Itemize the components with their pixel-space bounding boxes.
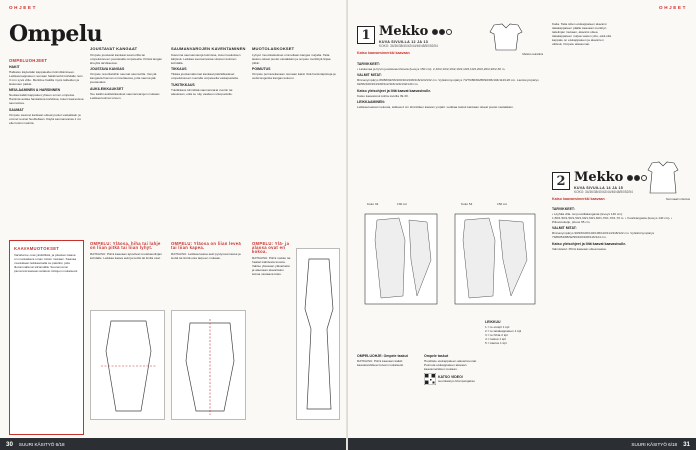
col2-text-3: Tee kaikki aukileikkaukset saumanvarojen mukaan. Leikkaa kulmat vinoon. — [90, 91, 161, 100]
qr-code-icon[interactable] — [424, 373, 436, 385]
entry2-code: KOKO: 34/36/38/40/42/44/46/48/50/52/54 — [574, 190, 633, 194]
right-footer — [348, 438, 696, 450]
qr-label: KATSO VIDEO! — [438, 375, 464, 380]
bottom-t2: RATKAISU: Piirrä kaavaan kaikki kaavatarvikkeet kuvan mukaisesti. — [357, 358, 404, 367]
cutting-list — [485, 318, 545, 345]
col3-sub-3: TUKITIKKAUS — [171, 82, 195, 87]
tip-3 — [252, 240, 292, 278]
mid-column-text: Kaita. Taita sitten etukappaleen alavarsi takakappaleen päälle kaavaan merkityn taitelinjan mukaan, alavarsi oikea takakappaleen nurjaa vasten ylös, eikä sitä kappale on etukappaleen ja alavarren välissä. Ompele alasaumat. — [552, 22, 611, 47]
col1-text-1: Halkaisu käytetään kappaleiden kiinnittämiseen. Leikkaa kappaleen reunaan hakkimerkit kohdalle noin 3 mm syvä viilto. Merkitse hakilla myös taitteiden ja laskosten paikat. — [9, 69, 83, 86]
box-heading: KAAVAMUOTOKSET — [14, 246, 60, 251]
pattern-adjustments-box — [9, 240, 84, 435]
col1-heading: OMPELUOHJEET — [9, 58, 48, 63]
cutting-item: 2 = te takakappaleen 1 kpl — [485, 328, 522, 333]
column-4 — [252, 45, 337, 83]
entry2-h1: TARVIKKEET: — [552, 206, 575, 211]
col2-text-1: Ompele joustavat kankaat saumurilla tai ompelukoneen joustavalla ompeleella. Kiristä langan kireyttä tarvittaessa. — [90, 52, 163, 65]
entry1-t4: Leikkaa kaavat mekosta, leikkaa 2 cm kiinnittäen kaavan ympäri. Leikkaa taskut kankaan oikeat puolet vastakkain. — [357, 105, 514, 110]
entry1-code: KOKO: 34/36/38/40/42/44/46/48/50/52/54 — [379, 44, 438, 48]
entry2-title: Mekko — [574, 169, 624, 185]
col1-text-2: Neulaa kaikki kappaleet yhteen ennen ompelua. Harsinta auttaa hankalissa kohdissa, kuten kaarevissa saumoissa. — [9, 93, 84, 106]
entry1-h3: Katso yleisohjeet ja liitä kaavat kaavasivulle. — [357, 88, 432, 93]
col2-sub-2: JOUSTAVA KANGAS — [90, 67, 125, 72]
entry1-header — [357, 22, 452, 48]
entry1-t1: • Laskevaa ja hyvin joustavaa trikoota (leveys 150 cm): 2,10/2,10/2,10/2,10/2,10/2,10/2,20/2,20/2,20/2,30 m. — [357, 66, 506, 71]
entry1-dot — [439, 29, 445, 35]
left-page-number: 30 — [6, 440, 13, 448]
measure-c: Koko 54 — [461, 202, 473, 206]
col3-sub-2: TIKKAUS — [171, 67, 187, 72]
cutting-item: 4 = taskut 1 kpl — [485, 336, 506, 341]
entry1-link[interactable]: Katso kaavaesimerkki kaavaan — [357, 51, 410, 55]
tip1-diagram — [90, 310, 165, 420]
col1-text-3: Ompele saumat kankaan oikeat puolet vastakkain ja ommel reunat huolitellaan. Käytä saumanvaraa 1 cm ellei toisin mainita. — [9, 112, 82, 125]
cutting-item: 5 = kaulus 1 kpl — [485, 340, 507, 345]
bottom-t1: Huolittele etukappaleen alavarnreunat. Poimuta etukappaleen alavaan kaavamerkkien mukaan. — [424, 358, 477, 371]
entry1-t3: Katso kaavasivut kohta sivuilla 39-30. — [357, 93, 409, 98]
section-label: OHJEET — [9, 5, 37, 10]
col4-sub-2: POIMUTUS — [252, 67, 271, 72]
entry2-header — [552, 168, 647, 194]
entry2-subtitle: KUVA SIVUILLA 14 JA 15 — [574, 186, 624, 190]
cutting-heading: LEIKKUU — [485, 319, 501, 324]
col1-sub-2: NEULAAMINEN & HARSINNEN — [9, 88, 61, 93]
col3-text-3: Tukitikkaus kiinnittää saumanvarat vuoriin tai alavaraan, eikä se näy vaatteen ulkopuolelle. — [171, 87, 233, 96]
entry1-number: 1 — [357, 26, 375, 44]
entry2-t2: Rinnanympärys 90/93/100/104/106/110/114/118/122 cm. Vyötärönympärys 79/80/84/88/92/96/100/108/116/124 cm. — [552, 231, 655, 240]
entry2-caption: Normaali mitoitus — [666, 197, 690, 201]
entry2-h3: Katso yleisohjeet ja liitä kaavat kaavasivulle. — [552, 241, 627, 246]
entry1-h2: VALMIT MITAT: — [357, 73, 382, 78]
box-text: Vartalonne ovat yksilöllisiä, ja jokaisen kaava on muokattava oman mitoin mukaan. Kaavaa muokataan leikkaamalla se paloiksi, joita tilotonmalla tai siirtamällä. Suurenna tai pienennä kaavaa vartalosi mittojen mukaisesti. — [14, 252, 78, 273]
tip2-text: RATKAISU: Leikkaa kaava auki pystysuunnassa ja levitä tai limitä osia tarpeen mukaan. — [171, 251, 241, 260]
entry2-t3: Valmistelut: Piirrä kaavaan oikea kaava. — [552, 246, 607, 251]
column-2 — [90, 45, 165, 102]
entry1-h1: TARVIKKEET: — [357, 61, 380, 66]
measure-b: 130 cm — [397, 202, 408, 206]
left-page-footer-text: SUURI KÄSITYÖ 6/18 — [18, 441, 65, 447]
tip-2 — [171, 240, 246, 262]
mid-column — [552, 22, 612, 49]
tip1-text: RATKAISU: Piirrä kaavaan apuviivat muokkauslinjan kohdalle. Leikkaa kaava auki ja levitä tai limitä osat. — [90, 251, 162, 260]
bottom-h2: Ompele taskut — [424, 353, 449, 358]
bottom-h1: OMPELUOHJE: Ompele taskut — [357, 353, 408, 358]
tip1-heading: OMPELU: Yläosa, hiha tai lahje on liian pitkä tai liian lyhyt. — [90, 241, 161, 251]
entry2-h2: VALMIT MITAT: — [552, 226, 577, 231]
entry1-dot — [432, 29, 438, 35]
tip3-heading: OMPELU: Ylä- ja alaosa ovat eri kokoa. — [252, 241, 290, 255]
entry2-dot — [627, 175, 633, 181]
entry2-t1: • Löyhää villa- tai puuvillakangasta (leveys 140 cm): 1,50/1,50/1,50/1,50/1,60/1,60/1,60/1,70/1,70/1,70 m. • Vuorikangasta (leveys 140 cm). • Piilovetoketju, pituus 55 cm. — [552, 211, 673, 224]
bottom-col-2 — [424, 352, 482, 385]
entry2-body — [552, 205, 688, 253]
col2-sub-3: AUKILEIKKAUKSET — [90, 86, 124, 91]
tip3-diagram — [296, 248, 340, 420]
measure-a: Koko 34 — [367, 202, 379, 206]
entry2-number: 2 — [552, 172, 570, 190]
col3-text-2: Tikkaa joustamattomat kankaat pääntiikaukset ompelukoneen suoralla ompeleella vastapuolelta. — [171, 72, 239, 81]
col4-text-2: Ompele poimutettavaan reunaan kaksi riviä harsintapistoja ja vedä langoista kangas kokoon. — [252, 72, 336, 81]
entry1-subtitle: KUVA SIVUILLA 12 JA 13 — [379, 40, 429, 44]
col4-heading: MUOTOLASKOKSET — [252, 46, 295, 51]
section-label-right: OHJEET — [659, 5, 687, 10]
entry1-flat-drawing — [478, 22, 538, 52]
pattern-layout-diagram — [357, 200, 542, 310]
page-title: Ompelu — [9, 21, 103, 47]
tip2-heading: OMPELU: Yläosa on liian leveä tai liian kapea. — [171, 241, 242, 251]
measure-d: 150 cm — [497, 202, 508, 206]
entry1-t2: Rinnanympärys 86/88/92/96/100/104/108/116/124/132 cm. Vyötärönympärys 74/76/80/84/88/92/96/104/112/120 cm. Lantionympärys 92/96/100/104/108/112/116/124/132/140 cm. — [357, 78, 539, 87]
tip3-text: RATKAISU: Piirrä mekko tai haalari kahdesta koosta. Valitse yläosaan ylävartalon ja alaosaan alavartalon kokoa vastaava koko. — [252, 255, 291, 276]
cutting-item: 3 = te hihat 2 kpl — [485, 332, 508, 337]
column-1 — [9, 57, 84, 127]
qr-url: suurikasityo.fi/ompelujakso — [438, 379, 475, 384]
col3-heading: SAUMANVAROJEN KAVENTAMINEN — [171, 46, 246, 51]
col2-text-2: Ompele resoritaloihin saumat saumurilla. Venytä kangasta hieman ommeltaessa, jotta sauma jää joustavaksi. — [90, 72, 157, 85]
left-footer — [0, 438, 348, 450]
entry1-dot — [446, 29, 452, 35]
tip-1 — [90, 240, 165, 262]
right-page-number: 31 — [683, 440, 690, 448]
cutting-item: 1 = te etukpl 1 kpl — [485, 324, 510, 329]
entry1-title: Mekko — [379, 23, 429, 39]
entry1-h4: LEIKKAAMINEN: — [357, 100, 385, 105]
entry2-link[interactable]: Katso kaavaesimerkki kaavaan — [552, 197, 605, 201]
col4-text-1: Lyhyet muotolaskokset ommellaan kangas nurjalta. Taita laskos oikeat puolet vastakkain ja ompele merkittyä linjaa pitkin. — [252, 52, 331, 65]
bottom-col-1 — [357, 352, 419, 369]
col1-sub-3: SAUMAT — [9, 107, 24, 112]
right-page-footer-text: SUURI KÄSITYÖ 6/18 — [631, 441, 678, 447]
right-page — [348, 0, 696, 450]
tip2-diagram — [171, 310, 246, 420]
entry1-caption: Mekko tekstinä — [522, 52, 543, 56]
col1-sub-1: HAKIT — [9, 64, 20, 69]
entry2-flat-drawing — [638, 160, 688, 196]
col2-heading: JOUSTAVAT KANGAAT — [90, 46, 138, 51]
col3-text-1: Kavenna saumanvaroja kulmissa, kuten kauluksen kärjissä. Leikkaa saumanvaraa viistoon kulmien kohdalla. — [171, 52, 241, 65]
entry1-body — [357, 60, 547, 112]
column-3 — [171, 45, 246, 98]
